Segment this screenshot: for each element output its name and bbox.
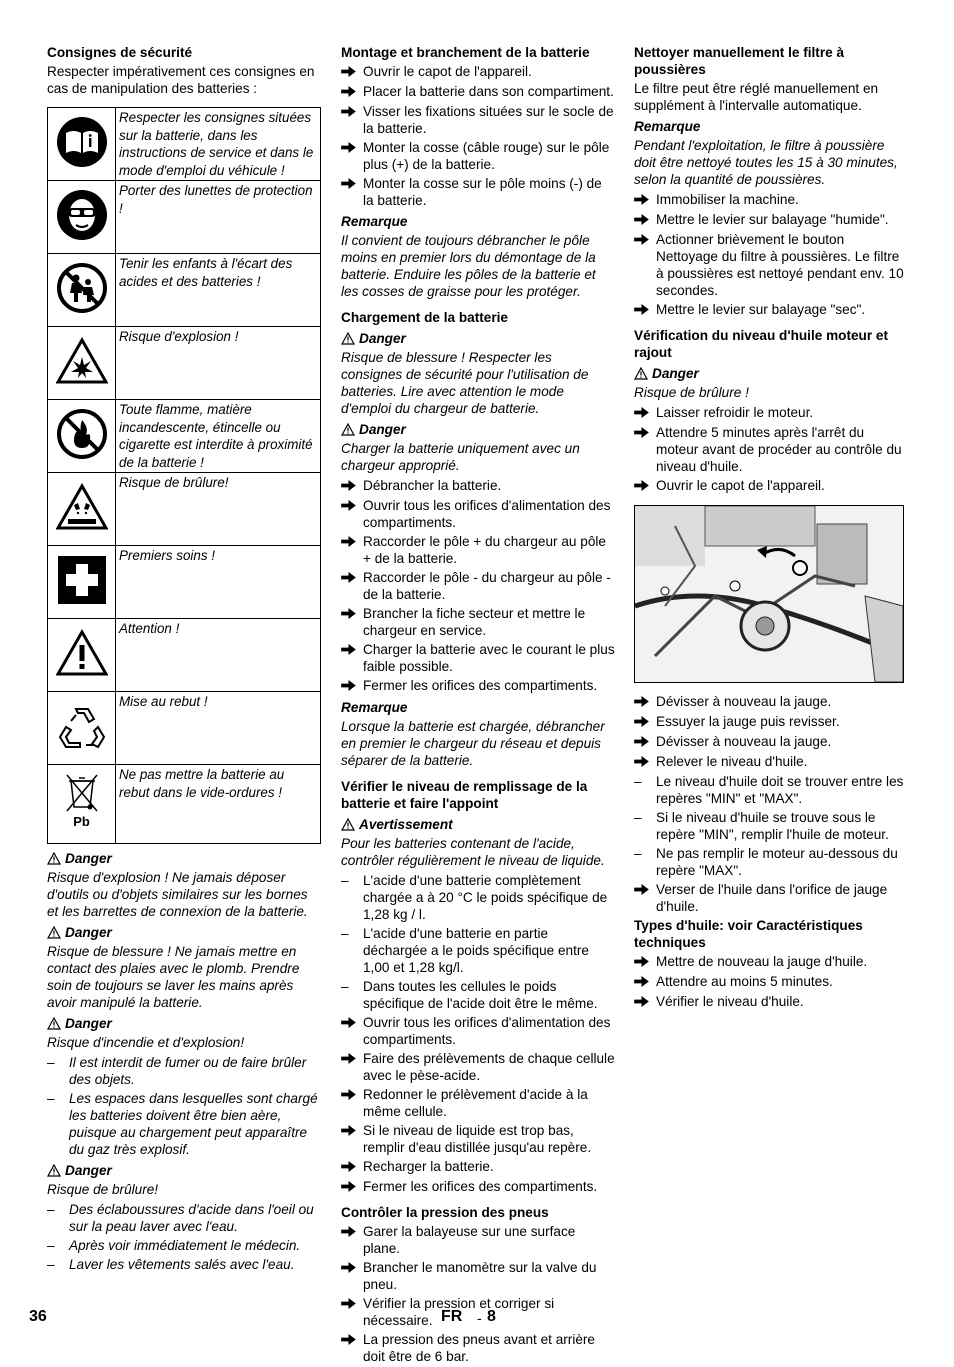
heading-battery-install: Montage et branchement de la batterie — [341, 45, 590, 60]
crossed-bin-icon — [59, 771, 105, 819]
heading-tire-pressure: Contrôler la pression des pneus — [341, 1205, 549, 1220]
warning-icon — [56, 629, 108, 677]
table-row — [48, 108, 321, 181]
step-list — [341, 1223, 615, 1365]
warning-triangle-icon — [341, 818, 355, 831]
arrow-icon — [341, 86, 356, 97]
heading-safety: Consignes de sécurité — [47, 45, 193, 60]
table-cell: Premiers soins ! — [116, 546, 321, 619]
list-item: Raccorder le pôle + du chargeur au pôle + de la batterie. — [341, 533, 615, 567]
table-row — [48, 254, 321, 327]
column-left — [47, 44, 322, 1275]
table-cell: Porter des lunettes de protection ! — [116, 181, 321, 254]
heading-oil-types: Types d'huile: voir Caractéristiques techniques — [634, 918, 863, 950]
list-item: – L'acide d'une batterie en partie déchargée a le poids spécifique entre 1,00 et 1,28 kg/l. — [341, 926, 589, 975]
list-item: – Ne pas remplir le moteur au-dessous du repère "MAX". — [634, 846, 898, 878]
table-cell: Risque d'explosion ! — [116, 327, 321, 400]
list-item: Recharger la batterie. — [341, 1158, 615, 1176]
warning-triangle-icon — [47, 1017, 61, 1030]
arrow-icon — [634, 716, 649, 727]
arrow-icon — [634, 884, 649, 895]
step-list — [634, 953, 906, 1011]
list-item: – Après voir immédiatement le médecin. — [47, 1238, 301, 1253]
arrow-icon — [634, 996, 649, 1007]
list-item: Attendre 5 minutes après l'arrêt du moteur avant de procéder au contrôle du niveau d'huile. — [634, 424, 906, 475]
list-item: Mettre de nouveau la jauge d'huile. — [634, 953, 906, 971]
list-item: Ouvrir le capot de l'appareil. — [341, 63, 615, 81]
arrow-icon — [634, 214, 649, 225]
list-item: Monter la cosse (câble rouge) sur le pôle plus (+) de la batterie. — [341, 139, 615, 173]
danger-text: Risque de brûlure ! — [634, 385, 749, 400]
remark-label: Remarque — [634, 119, 701, 134]
arrow-icon — [634, 696, 649, 707]
remark-label: Remarque — [341, 214, 408, 229]
column-middle — [341, 44, 615, 1367]
list-item: Vérifier la pression et corriger si nécessaire. — [341, 1295, 615, 1329]
goggles-icon — [56, 189, 108, 241]
arrow-icon — [341, 1262, 356, 1273]
warning-triangle-icon — [634, 367, 648, 380]
list-item: Actionner brièvement le bouton Nettoyage du filtre à poussières. Le filtre à poussières est nettoyé pendant env. 10 secondes. — [634, 231, 906, 299]
arrow-icon — [634, 427, 649, 438]
table-row — [48, 400, 321, 473]
warning-triangle-icon — [47, 1164, 61, 1177]
danger-label: Danger — [47, 1015, 322, 1032]
arrow-icon — [634, 976, 649, 987]
list-item: Verser de l'huile dans l'orifice de jauge d'huile. — [634, 881, 906, 915]
table-cell: Respecter les consignes situées sur la batterie, dans les instructions de service et dans le mode d'emploi du véhicule ! — [116, 108, 321, 181]
list-item: Immobiliser la machine. — [634, 191, 906, 209]
arrow-icon — [634, 234, 649, 245]
table-cell: Toute flamme, matière incandescente, étincelle ou cigarette est interdite à proximité de la batterie ! — [116, 400, 321, 473]
list-item: Dévisser à nouveau la jauge. — [634, 733, 906, 751]
arrow-icon — [341, 178, 356, 189]
danger-text: Risque d'incendie et d'explosion! — [47, 1035, 245, 1050]
safety-intro: Respecter impérativement ces consignes en cas de manipulation des batteries : — [47, 64, 315, 96]
list-item: – Le niveau d'huile doit se trouver entre les repères "MIN" et "MAX". — [634, 774, 904, 806]
list-item: Garer la balayeuse sur une surface plane. — [341, 1223, 615, 1257]
arrow-icon — [634, 956, 649, 967]
table-row — [48, 692, 321, 765]
arrow-icon — [634, 194, 649, 205]
arrow-icon — [341, 1298, 356, 1309]
table-row — [48, 619, 321, 692]
explosion-icon — [56, 337, 108, 385]
page-number: 36 — [29, 1308, 47, 1325]
remark-label: Remarque — [341, 700, 408, 715]
step-list — [341, 63, 615, 209]
list-item: Ouvrir tous les orifices d'alimentation des compartiments. — [341, 1014, 615, 1048]
arrow-icon — [341, 66, 356, 77]
step-list — [634, 881, 906, 915]
list-item: Mettre le levier sur balayage "sec". — [634, 301, 906, 319]
list-item: Placer la batterie dans son compartiment. — [341, 83, 615, 101]
arrow-icon — [341, 106, 356, 117]
danger-label: Danger — [47, 924, 322, 941]
arrow-icon — [341, 608, 356, 619]
danger-text: Risque de blessure ! Ne jamais mettre en contact des plaies avec le plomb. Prendre soin de toujours se laver les mains après avoir manipulé la batterie. — [47, 944, 300, 1010]
list-item: Redonner le prélèvement d'acide à la même cellule. — [341, 1086, 615, 1120]
arrow-icon — [341, 1089, 356, 1100]
list-item: Laisser refroidir le moteur. — [634, 404, 906, 422]
footer-separator: - — [477, 1310, 482, 1326]
arrow-icon — [634, 756, 649, 767]
list-item: Dévisser à nouveau la jauge. — [634, 693, 906, 711]
arrow-icon — [341, 1017, 356, 1028]
heading-battery-level: Vérifier le niveau de remplissage de la batterie et faire l'appoint — [341, 779, 588, 811]
arrow-icon — [341, 1181, 356, 1192]
list-item: Débrancher la batterie. — [341, 477, 615, 495]
danger-label: Danger — [341, 421, 615, 438]
list-item: Attendre au moins 5 minutes. — [634, 973, 906, 991]
list-item: Faire des prélèvements de chaque cellule avec le pèse-acide. — [341, 1050, 615, 1084]
arrow-icon — [341, 1334, 356, 1345]
warning-triangle-icon — [47, 926, 61, 939]
remark-text: Pendant l'exploitation, le filtre à poussière doit être nettoyé toutes les 15 à 30 minutes, selon la quantité de poussières. — [634, 138, 898, 187]
danger-text: Risque de brûlure! — [47, 1182, 159, 1197]
arrow-icon — [341, 480, 356, 491]
safety-symbols-table — [47, 107, 321, 844]
list-item: Brancher la fiche secteur et mettre le chargeur en service. — [341, 605, 615, 639]
list-item: Essuyer la jauge puis revisser. — [634, 713, 906, 731]
danger-label: Danger — [47, 1162, 322, 1179]
list-item: – Il est interdit de fumer ou de faire brûler des objets. — [47, 1055, 307, 1087]
no-fire-icon — [56, 408, 108, 460]
list-item: – Des éclaboussures d'acide dans l'oeil ou sur la peau laver avec l'eau. — [47, 1202, 314, 1234]
first-aid-icon — [57, 555, 107, 605]
list-item: Ouvrir tous les orifices d'alimentation des compartiments. — [341, 497, 615, 531]
list-item: Charger la batterie avec le courant le plus faible possible. — [341, 641, 615, 675]
table-cell: Risque de brûlure! — [116, 473, 321, 546]
remark-text: Lorsque la batterie est chargée, débrancher en premier le chargeur du réseau et depuis séparer de la batterie. — [341, 719, 605, 768]
engine-photo — [634, 505, 904, 683]
table-cell: Attention ! — [116, 619, 321, 692]
warning-triangle-icon — [341, 423, 355, 436]
list-item: Visser les fixations situées sur le socle de la batterie. — [341, 103, 615, 137]
table-row — [48, 473, 321, 546]
table-row — [48, 546, 321, 619]
list-item: – Dans toutes les cellules le poids spécifique de l'acide doit être le même. — [341, 979, 598, 1011]
arrow-icon — [341, 536, 356, 547]
list-item: – Les espaces dans lesquelles sont chargé les batteries doivent être bien aère, puisque au chargement peut apparaître du gaz très explosif. — [47, 1091, 318, 1157]
step-list — [634, 693, 906, 771]
no-children-icon — [56, 262, 108, 314]
arrow-icon — [634, 480, 649, 491]
arrow-icon — [341, 142, 356, 153]
arrow-icon — [341, 680, 356, 691]
arrow-icon — [634, 736, 649, 747]
table-row — [48, 181, 321, 254]
arrow-icon — [341, 572, 356, 583]
danger-label: Danger — [341, 330, 615, 347]
list-item: Fermer les orifices des compartiments. — [341, 1178, 615, 1196]
list-item: Vérifier le niveau d'huile. — [634, 993, 906, 1011]
list-item: – Si le niveau d'huile se trouve sous le repère "MIN", remplir l'huile de moteur. — [634, 810, 889, 842]
list-item: Ouvrir le capot de l'appareil. — [634, 477, 906, 495]
pb-label: Pb — [73, 814, 90, 829]
step-list — [341, 1014, 615, 1196]
step-list — [634, 404, 906, 495]
table-cell: Ne pas mettre la batterie au rebut dans le vide-ordures ! — [116, 765, 321, 844]
warning-triangle-icon — [341, 332, 355, 345]
remark-text: Il convient de toujours débrancher le pôle moins en premier lors du démontage de la batterie. Enduire les pôles de la batterie et les cosses de graisse pour les protéger. — [341, 233, 596, 299]
arrow-icon — [341, 644, 356, 655]
danger-label: Danger — [634, 365, 906, 382]
footer-section-page: 8 — [487, 1308, 496, 1325]
arrow-icon — [341, 1053, 356, 1064]
list-item: La pression des pneus avant et arrière doit être de 6 bar. — [341, 1331, 615, 1365]
heading-battery-charge: Chargement de la batterie — [341, 310, 508, 325]
list-item: – L'acide d'une batterie complètement chargée a à 20 °C le poids spécifique de 1,28 kg / l. — [341, 873, 608, 922]
arrow-icon — [341, 1125, 356, 1136]
corrosive-icon — [56, 483, 108, 531]
dash-list — [634, 773, 906, 879]
list-item: Brancher le manomètre sur la valve du pneu. — [341, 1259, 615, 1293]
list-item: Monter la cosse sur le pôle moins (-) de la batterie. — [341, 175, 615, 209]
arrow-icon — [634, 407, 649, 418]
column-right — [634, 44, 906, 1013]
table-cell: Tenir les enfants à l'écart des acides et des batteries ! — [116, 254, 321, 327]
danger-text: Charger la batterie uniquement avec un chargeur approprié. — [341, 441, 580, 473]
list-item: Fermer les orifices des compartiments. — [341, 677, 615, 695]
danger-label: Danger — [47, 850, 322, 867]
danger-text: Risque de blessure ! Respecter les consignes de sécurité pour l'utilisation de batteries. Lire avec attention le mode d'emploi du chargeur de batterie. — [341, 350, 589, 416]
heading-filter-clean: Nettoyer manuellement le filtre à poussières — [634, 45, 845, 77]
warning-label: Avertissement — [341, 816, 615, 833]
dash-list — [341, 872, 615, 1012]
list-item: Raccorder le pôle - du chargeur au pôle - de la batterie. — [341, 569, 615, 603]
list-item: Mettre le levier sur balayage "humide". — [634, 211, 906, 229]
arrow-icon — [341, 500, 356, 511]
arrow-icon — [634, 304, 649, 315]
list-item: Relever le niveau d'huile. — [634, 753, 906, 771]
table-cell: Mise au rebut ! — [116, 692, 321, 765]
recycle-icon — [56, 701, 108, 751]
arrow-icon — [341, 1161, 356, 1172]
warning-text: Pour les batteries contenant de l'acide, contrôler régulièrement le niveau de liquide. — [341, 836, 605, 868]
list-item: – Laver les vêtements salés avec l'eau. — [47, 1257, 295, 1272]
list-item: Si le niveau de liquide est trop bas, remplir d'eau distillée jusqu'au repère. — [341, 1122, 615, 1156]
heading-oil-check: Vérification du niveau d'huile moteur et rajout — [634, 328, 889, 360]
footer-lang: FR — [441, 1308, 463, 1325]
step-list — [341, 477, 615, 695]
table-row — [48, 327, 321, 400]
manual-icon — [56, 116, 108, 168]
danger-text: Risque d'explosion ! Ne jamais déposer d'outils ou d'objets similaires sur les bornes et les barrettes de connexion de la batterie. — [47, 870, 308, 919]
step-list — [634, 191, 906, 319]
filter-intro: Le filtre peut être réglé manuellement en supplément à l'intervalle automatique. — [634, 81, 879, 113]
table-row — [48, 765, 321, 844]
warning-triangle-icon — [47, 852, 61, 865]
arrow-icon — [341, 1226, 356, 1237]
